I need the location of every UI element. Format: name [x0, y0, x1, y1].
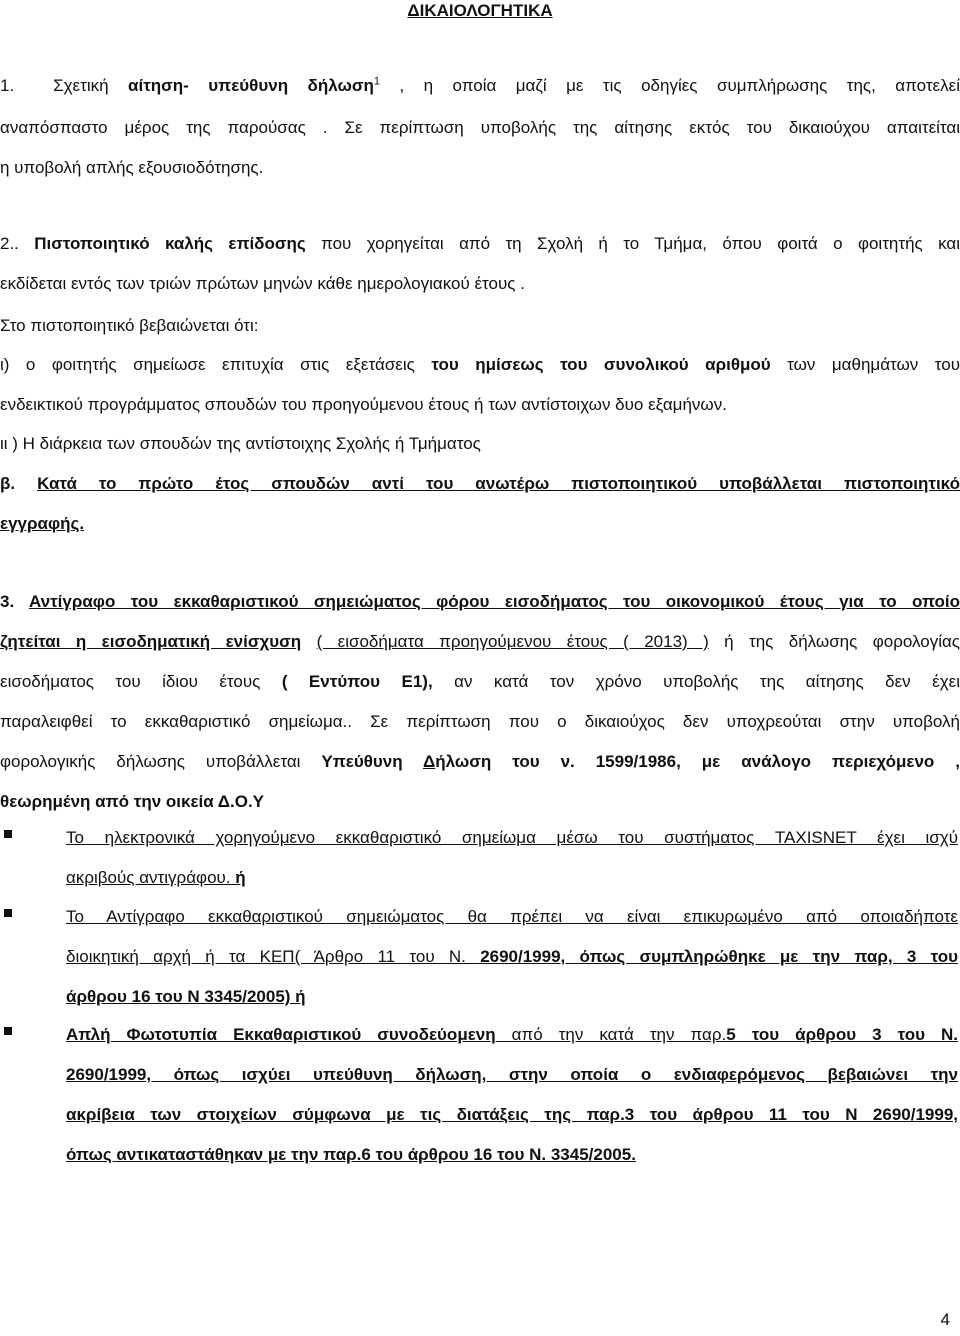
bullet3-line1 [66, 1023, 958, 1047]
item2-line5: ενδεικτικού προγράμματος σπουδών του προηγούμενου έτους ή των αντίστοιχων δυο εξαμήνων. [0, 395, 727, 414]
text: 2.. [0, 234, 35, 253]
text-bold-underlined: ζητείται η εισοδηματική ενίσχυση [0, 632, 302, 651]
text-bold: Πιστοποιητικό καλής επίδοσης [34, 234, 306, 253]
bullet3-line2: 2690/1999, όπως ισχύει υπεύθυνη δήλωση, στην οποία ο ενδιαφερόμενος βεβαιώνει την [66, 1065, 958, 1084]
text-bold: του ημίσεως του συνολικού αριθμού [431, 355, 771, 374]
item2-line6: ιι ) Η διάρκεια των σπουδών της αντίστοιχης Σχολής ή Τμήματος [0, 434, 481, 453]
text-bold: Υπεύθυνη [321, 752, 423, 771]
bullet2-line2 [66, 945, 958, 969]
item1-line1 [0, 74, 960, 98]
item3-line6: θεωρημένη από την οικεία Δ.Ο.Υ [0, 792, 265, 811]
bullet1-line1 [66, 826, 958, 850]
item3-line1 [0, 590, 960, 614]
item1-line2: αναπόσπαστο μέρος της παρούσας . Σε περίπτωση υποβολής της αίτησης εκτός του δικαιούχου απαιτείται [0, 118, 960, 137]
text-bold: β. [0, 474, 38, 493]
text-bold-underlined: Κατά το πρώτο έτος σπουδών αντί του ανωτέρω πιστοποιητικού υποβάλλεται πιστοποιητικό [37, 474, 960, 493]
text-underlined: διοικητική αρχή ή τα ΚΕΠ( Άρθρο 11 του Ν. [66, 947, 481, 966]
text-bold-underlined: Αντίγραφο του εκκαθαριστικού σημειώματος φόρου εισοδήματος του οικονομικού έτους για το οποίο [28, 592, 960, 611]
text: 1. Σχετική [0, 76, 129, 95]
square-bullet-icon [4, 1027, 12, 1035]
text: φορολογικής δήλωσης υποβάλλεται [0, 752, 322, 771]
bullet2-line1 [66, 905, 958, 929]
text [301, 632, 316, 651]
text-underlined: Το ηλεκτρονικά χορηγούμενο εκκαθαριστικό σημείωμα μέσω του συστήματος TAXISNET έχει ισχύ [66, 828, 958, 847]
footnote-ref: 1 [373, 75, 380, 88]
bullet3-line4: όπως αντικαταστάθηκαν με την παρ.6 του άρθρου 16 του Ν. 3345/2005. [66, 1145, 636, 1164]
text: ι) ο φοιτητής σημείωσε επιτυχία στις εξετάσεις [0, 355, 432, 374]
page-number: 4 [940, 1310, 950, 1329]
text-underlined: ακριβούς αντιγράφου. [66, 868, 231, 887]
text-bold-underlined: ή [230, 868, 246, 887]
text: , η οποία μαζί με τις οδηγίες συμπλήρωσης της, αποτελεί [379, 76, 960, 95]
item3-line5 [0, 750, 960, 774]
text-bold: ( Εντύπου Ε1), [281, 672, 433, 691]
text-bold: αίτηση- υπεύθυνη δήλωση [128, 76, 374, 95]
text-bold-underlined: 5 του άρθρου 3 του Ν. [726, 1025, 959, 1044]
item3-line2 [0, 630, 960, 654]
text-bold-underlined: 2690/1999, όπως συμπληρώθηκε με την παρ, 3 του [480, 947, 959, 966]
text: ή της δήλωσης φορολογίας [708, 632, 960, 651]
bullet1-line2 [66, 866, 958, 890]
text-underlined: ( εισοδήματα προηγούμενου έτους ( 2013) ) [316, 632, 709, 651]
item2-line3: Στο πιστοποιητικό βεβαιώνεται ότι: [0, 316, 259, 335]
item2-line1 [0, 232, 960, 256]
text: των μαθημάτων του [770, 355, 960, 374]
text-bold-underlined: Δ [423, 752, 436, 771]
text-bold: 3. [0, 592, 29, 611]
bullet3-line3: ακρίβεια των στοιχείων σύμφωνα με τις διατάξεις της παρ.3 του άρθρου 11 του Ν 2690/1999, [66, 1105, 958, 1124]
item1-line3: η υποβολή απλής εξουσιοδότησης. [0, 158, 264, 177]
text-bold-underlined: Απλή Φωτοτυπία Εκκαθαριστικού συνοδεύομενη [66, 1025, 496, 1044]
item2-line2: εκδίδεται εντός των τριών πρώτων μηνών κάθε ημερολογιακού έτους . [0, 274, 525, 293]
page-title: ΔΙΚΑΙΟΛΟΓΗΤΙΚΑ [407, 1, 553, 20]
item2-line4 [0, 353, 960, 377]
item2-line7 [0, 472, 960, 496]
text: που χορηγείται από τη Σχολή ή το Τμήμα, όπου φοιτά ο φοιτητής και [305, 234, 960, 253]
text-underlined: Το Αντίγραφο εκκαθαριστικού σημειώματος θα πρέπει να είναι επικυρωμένο από οποιαδήποτε [66, 907, 958, 926]
square-bullet-icon [4, 830, 12, 838]
item2-line8: εγγραφής. [0, 514, 85, 533]
text-bold: ήλωση του ν. 1599/1986, με ανάλογο περιεχόμενο , [435, 752, 960, 771]
item3-line4: παραλειφθεί το εκκαθαριστικό σημείωμα.. Σε περίπτωση που ο δικαιούχος δεν υποχρεούται στην υποβολή [0, 712, 960, 731]
square-bullet-icon [4, 909, 12, 917]
text: εισοδήματος του ίδιου έτους [0, 672, 282, 691]
text: αν κατά τον χρόνο υποβολής της αίτησης δεν έχει [432, 672, 960, 691]
bullet2-line3: άρθρου 16 του Ν 3345/2005) ή [66, 987, 306, 1006]
text-underlined: από την κατά την παρ. [495, 1025, 727, 1044]
item3-line3 [0, 670, 960, 694]
